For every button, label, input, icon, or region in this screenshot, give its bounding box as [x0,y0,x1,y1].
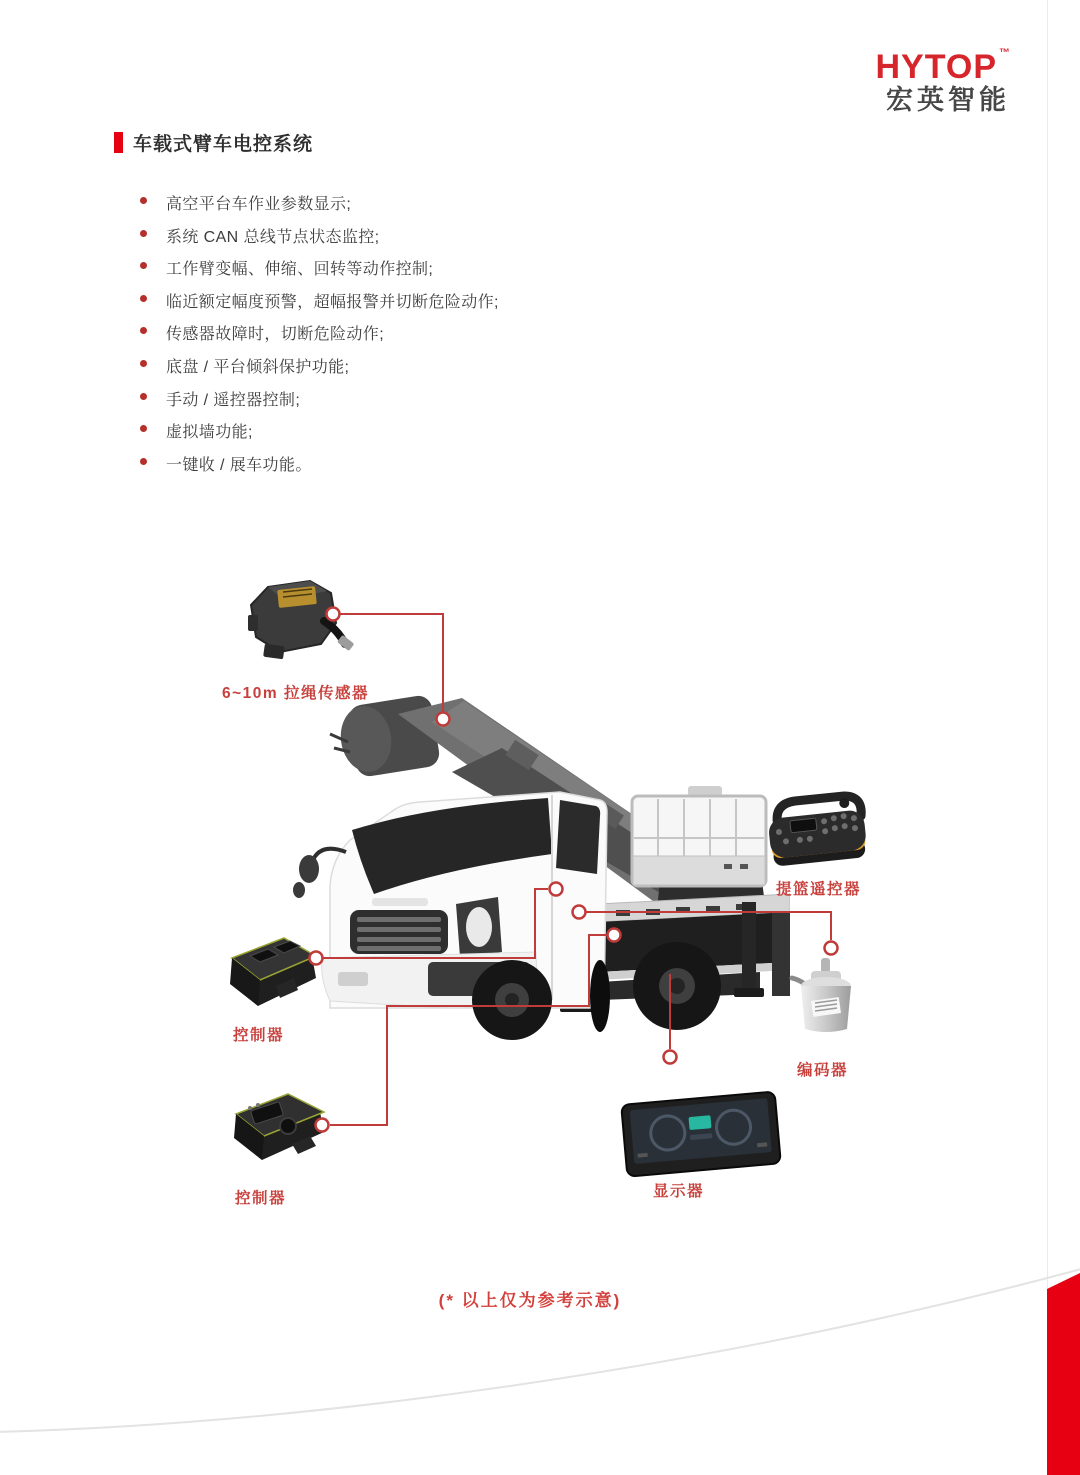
trademark-symbol: ™ [999,47,1010,59]
label-encoder: 编码器 [797,1062,849,1079]
controller-top-image [220,928,322,1018]
label-rope-sensor: 6~10m 拉绳传感器 [222,685,370,702]
title-red-marker [114,132,123,153]
page-title: 车载式臂车电控系统 [133,134,314,155]
brand-logo-wordmark [875,47,1010,86]
aerial-platform-truck-image [280,690,790,1055]
encoder-image [788,956,862,1038]
brand-name: HYTOP [875,48,997,86]
brand-name-chinese: 宏英智能 [886,85,1010,115]
label-display: 显示器 [653,1183,705,1200]
feature-item: 系统 CAN 总线节点状态监控; [139,224,499,257]
section-title [114,129,313,156]
display-image [610,1086,794,1184]
feature-item: 传感器故障时，切断危险动作; [139,321,499,354]
feature-item: 底盘 / 平台倾斜保护功能; [139,354,499,387]
basket-remote-image [760,788,878,878]
label-controller-bottom: 控制器 [235,1190,287,1207]
feature-item: 临近额定幅度预警，超幅报警并切断危险动作; [139,289,499,322]
feature-item: 高空平台车作业参数显示; [139,191,499,224]
feature-list [139,191,499,484]
label-basket-remote: 提篮遥控器 [776,881,862,898]
reference-note: (* 以上仅为参考示意) [438,1291,622,1310]
feature-item: 工作臂变幅、伸缩、回转等动作控制; [139,256,499,289]
controller-bottom-image [226,1088,330,1170]
label-controller-top: 控制器 [233,1027,285,1044]
page-edge-line [1047,0,1048,1292]
feature-item: 一键收 / 展车功能。 [139,452,499,485]
rope-sensor-image [238,573,356,669]
feature-item: 手动 / 遥控器控制; [139,387,499,420]
brand-logo [875,47,1010,116]
feature-item: 虚拟墙功能; [139,419,499,452]
